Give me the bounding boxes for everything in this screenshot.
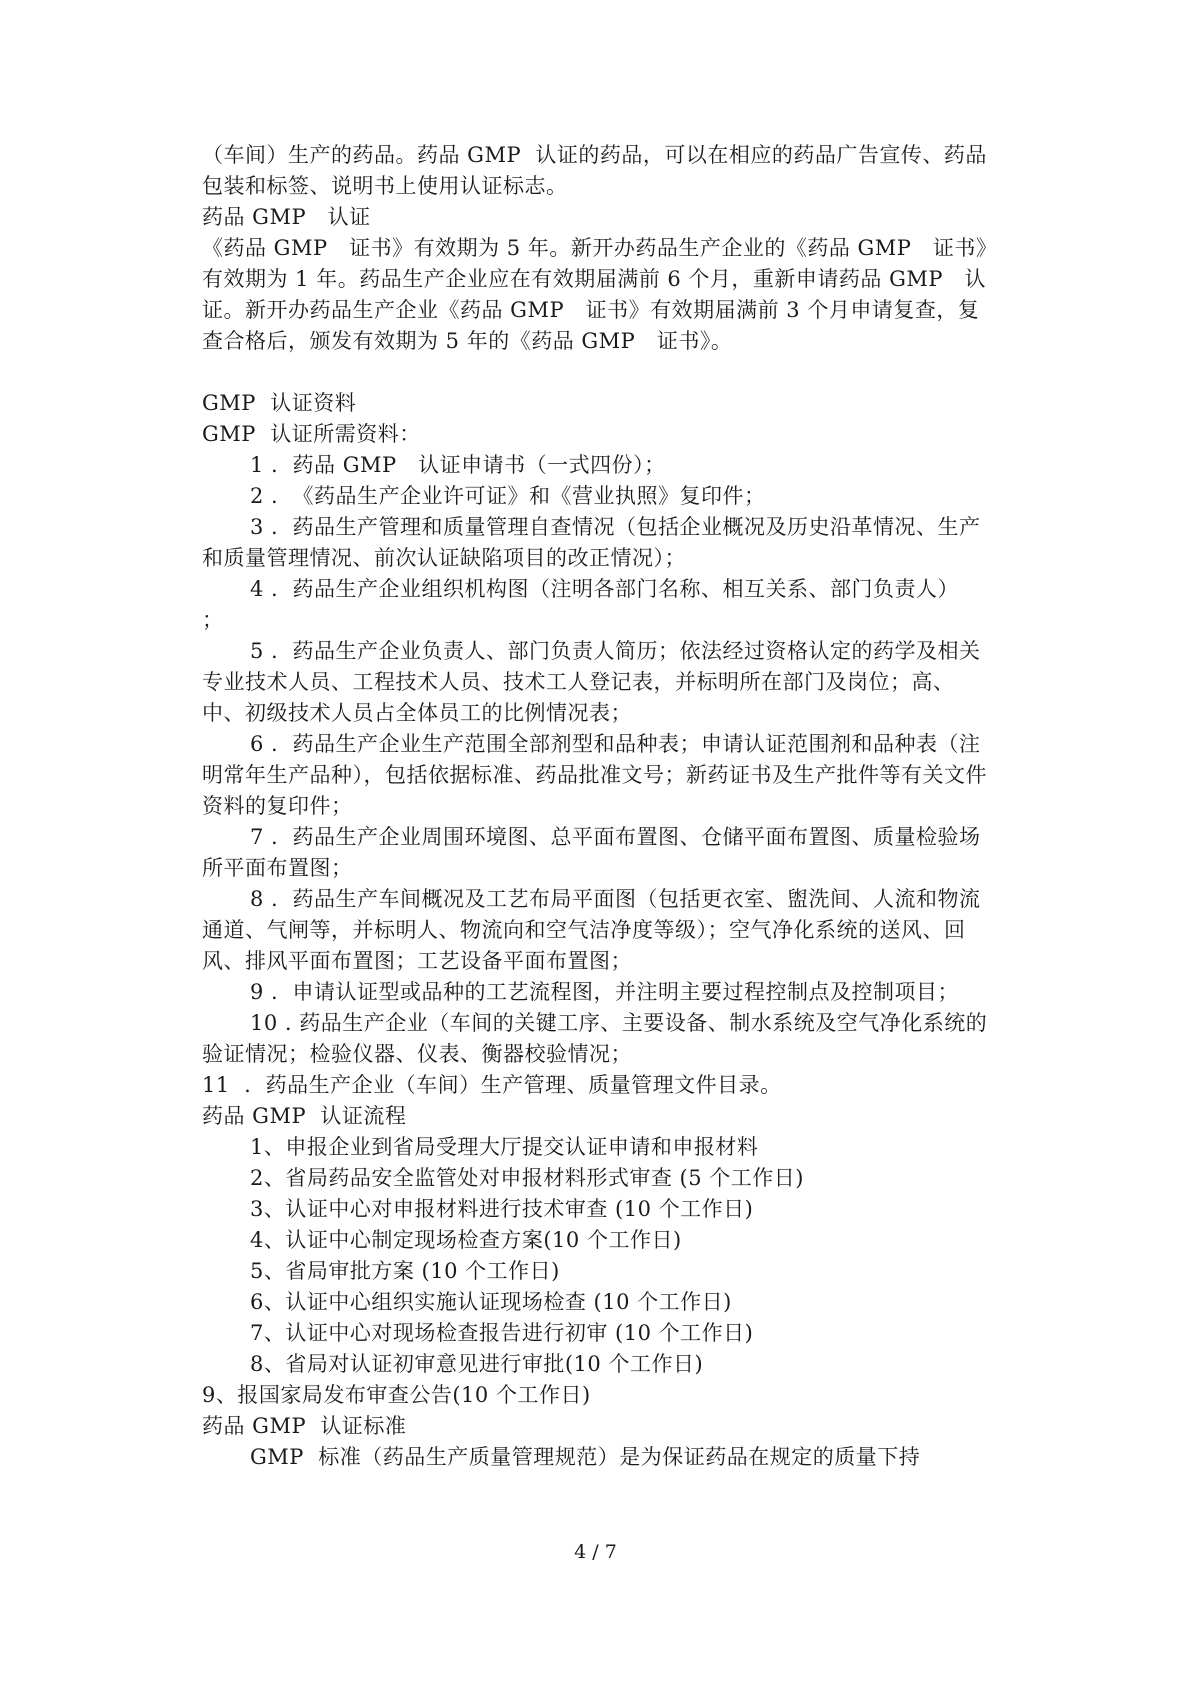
process-step-3: 3、认证中心对申报材料进行技术审查 (10 个工作日) [250,1197,754,1221]
process-step-7: 7、认证中心对现场检查报告进行初审 (10 个工作日) [250,1321,754,1345]
process-step-4: 4、认证中心制定现场检查方案(10 个工作日) [250,1228,682,1252]
heading-gmp-certification: 药品 GMP 认证 [202,205,371,229]
paragraph-intro: （车间）生产的药品。药品 GMP 认证的药品，可以在相应的药品广告宣传、药品包装和标签、说明书上使用认证标志。 [202,143,987,198]
materials-item-1: 1 . 药品 GMP 认证申请书（一式四份）； [250,453,666,477]
materials-item-6: 6 . 药品生产企业生产范围全部剂型和品种表；申请认证范围剂和品种表（注明常年生产品种），包括依据标准、药品批准文号；新药证书及生产批件等有关文件资料的复印件； [202,732,987,818]
materials-intro: GMP 认证所需资料： [202,422,421,446]
materials-item-4: 4 . 药品生产企业组织机构图（注明各部门名称、相互关系、部门负责人） ； [202,577,974,632]
materials-item-10: 10 . 药品生产企业（车间的关键工序、主要设备、制水系统及空气净化系统的验证情况；检验仪器、仪表、衡器校验情况； [202,1011,988,1066]
heading-certification-process: 药品 GMP 认证流程 [202,1104,407,1128]
materials-item-11: 11 . 药品生产企业（车间）生产管理、质量管理文件目录。 [202,1073,782,1097]
process-step-1: 1、申报企业到省局受理大厅提交认证申请和申报材料 [250,1135,759,1159]
process-step-5: 5、省局审批方案 (10 个工作日) [250,1259,560,1283]
process-step-8: 8、省局对认证初审意见进行审批(10 个工作日) [250,1352,704,1376]
page-number: 4 / 7 [574,1541,617,1563]
materials-item-9: 9 . 申请认证型或品种的工艺流程图，并注明主要过程控制点及控制项目； [250,980,960,1004]
materials-item-5: 5 . 药品生产企业负责人、部门负责人简历；依法经过资格认定的药学及相关专业技术人员、工程技术人员、技术工人登记表，并标明所在部门及岗位；高、中、初级技术人员占全体员工的比例情况表； [202,639,981,725]
materials-item-3: 3 . 药品生产管理和质量管理自查情况（包括企业概况及历史沿革情况、生产和质量管理情况、前次认证缺陷项目的改正情况）； [202,515,981,570]
materials-item-2: 2 . 《药品生产企业许可证》和《营业执照》复印件； [250,484,766,508]
heading-certification-standard: 药品 GMP 认证标准 [202,1414,407,1438]
process-step-2: 2、省局药品安全监管处对申报材料形式审查 (5 个工作日) [250,1166,804,1190]
paragraph-certificate-validity: 《药品 GMP 证书》有效期为 5 年。新开办药品生产企业的《药品 GMP 证书》有效期为 1 年。药品生产企业应在有效期届满前 6 个月，重新申请药品 GMP 认证。新开办药品生产企业《药品 GMP 证书》有效期届满前 3 个月申请复查，复查合格后，颁发有效期为 5 年的《药品 GMP 证书》。 [202,236,987,353]
heading-certification-materials: GMP 认证资料 [202,391,357,415]
process-step-6: 6、认证中心组织实施认证现场检查 (10 个工作日) [250,1290,732,1314]
process-step-9: 9、报国家局发布审查公告(10 个工作日) [202,1383,591,1407]
materials-item-8: 8 . 药品生产车间概况及工艺布局平面图（包括更衣室、盥洗间、人流和物流通道、气闸等，并标明人、物流向和空气洁净度等级）；空气净化系统的送风、回风、排风平面布置图；工艺设备平面布置图； [202,887,981,973]
spacer [202,357,994,388]
materials-item-7: 7 . 药品生产企业周围环境图、总平面布置图、仓储平面布置图、质量检验场所平面布置图； [202,825,981,880]
paragraph-standard: GMP 标准（药品生产质量管理规范）是为保证药品在规定的质量下持 [250,1445,921,1469]
document-body [202,140,994,1473]
